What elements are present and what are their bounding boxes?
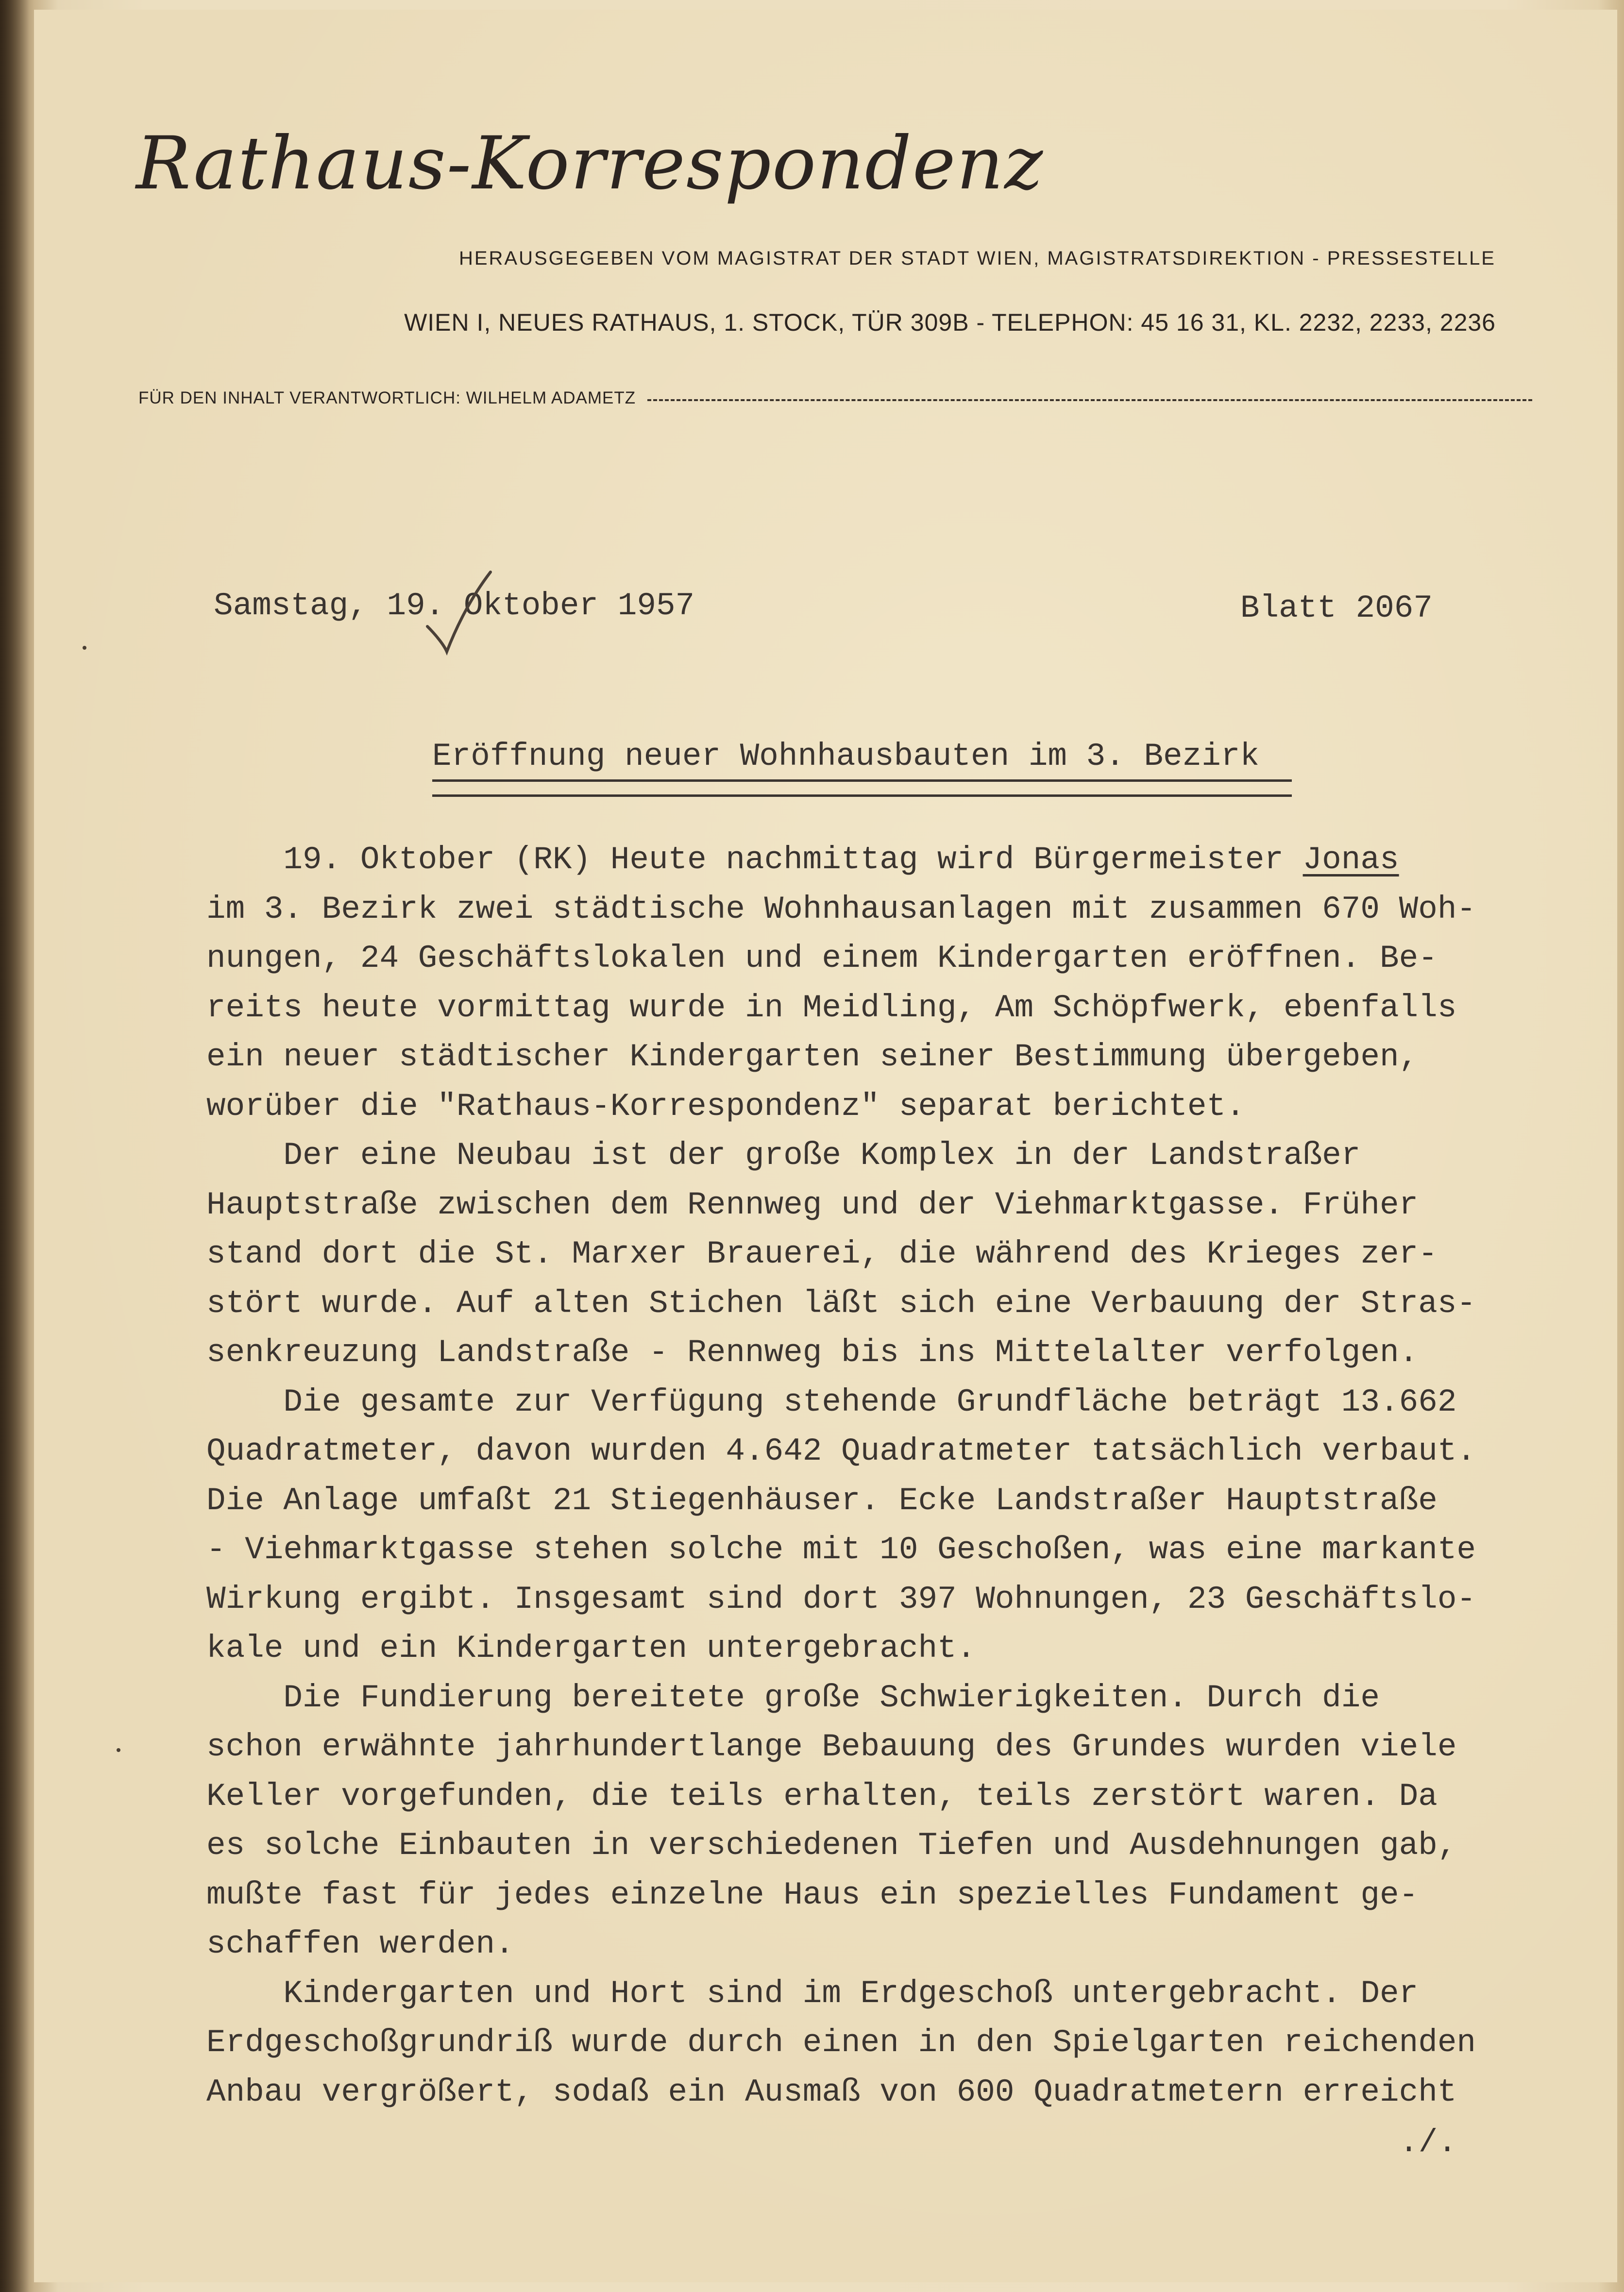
article-body <box>206 835 1566 2117</box>
body-line: schon erwähnte jahrhundertlange Bebauung des Grundes wurden viele <box>206 1729 1457 1765</box>
masthead-title: Rathaus-Korrespondenz <box>136 121 1044 206</box>
responsibility-row <box>138 386 1532 410</box>
paper-speck <box>83 646 86 650</box>
body-line: Quadratmeter, davon wurden 4.642 Quadratmeter tatsächlich verbaut. <box>206 1433 1476 1469</box>
body-line: Keller vorgefunden, die teils erhalten, teils zerstört waren. Da <box>206 1778 1438 1815</box>
body-line: senkreuzung Landstraße - Rennweg bis ins Mittelalter verfolgen. <box>206 1334 1419 1371</box>
body-line: Der eine Neubau ist der große Komplex in der Landstraßer <box>206 1137 1361 1174</box>
body-line: nungen, 24 Geschäftslokalen und einem Kindergarten eröffnen. Be- <box>206 940 1438 977</box>
document-page <box>34 10 1617 2282</box>
body-line: reits heute vormittag wurde in Meidling, Am Schöpfwerk, ebenfalls <box>206 989 1457 1026</box>
body-line: Kindergarten und Hort sind im Erdgeschoß untergebracht. Der <box>206 1975 1419 2012</box>
body-line: im 3. Bezirk zwei städtische Wohnhausanlagen mit zusammen 670 Woh- <box>206 891 1476 927</box>
body-line: Erdgeschoßgrundriß wurde durch einen in den Spielgarten reichenden <box>206 2024 1476 2061</box>
dashed-rule <box>647 399 1532 401</box>
body-line: schaffen werden. <box>206 1926 514 1962</box>
body-line: ein neuer städtischer Kindergarten seiner Bestimmung übergeben, <box>206 1039 1419 1075</box>
paper-speck <box>117 1748 120 1752</box>
body-line: stört wurde. Auf alten Stichen läßt sich eine Verbauung der Stras- <box>206 1285 1476 1322</box>
body-line: Die Anlage umfaßt 21 Stiegenhäuser. Ecke Landstraßer Hauptstraße <box>206 1482 1438 1519</box>
body-line: es solche Einbauten in verschiedenen Tiefen und Ausdehnungen gab, <box>206 1827 1457 1864</box>
body-line: mußte fast für jedes einzelne Haus ein spezielles Fundament ge- <box>206 1876 1419 1913</box>
body-line: Hauptstraße zwischen dem Rennweg und der Viehmarktgasse. Früher <box>206 1186 1419 1223</box>
address-line: WIEN I, NEUES RATHAUS, 1. STOCK, TÜR 309B - TELEPHON: 45 16 31, KL. 2232, 2233, 2236 <box>404 309 1496 336</box>
publisher-line: HERAUSGEGEBEN VOM MAGISTRAT DER STADT WIEN, MAGISTRATSDIREKTION - PRESSESTELLE <box>458 248 1496 269</box>
body-line: Die Fundierung bereitete große Schwierigkeiten. Durch die <box>206 1679 1380 1716</box>
mayor-name: Jonas <box>1303 842 1399 878</box>
body-line: Wirkung ergibt. Insgesamt sind dort 397 Wohnungen, 23 Geschäftslo- <box>206 1581 1476 1618</box>
handwritten-checkmark-icon <box>418 568 495 656</box>
body-line: 19. Oktober (RK) Heute nachmittag wird Bürgermeister Jonas <box>206 842 1399 878</box>
body-line: Die gesamte zur Verfügung stehende Grundfläche beträgt 13.662 <box>206 1383 1457 1420</box>
article-heading: Eröffnung neuer Wohnhausbauten im 3. Bezirk <box>432 738 1260 775</box>
binding-shadow <box>0 0 29 2292</box>
body-line: - Viehmarktgasse stehen solche mit 10 Geschoßen, was eine markante <box>206 1532 1476 1568</box>
body-line: Anbau vergrößert, sodaß ein Ausmaß von 600 Quadratmetern erreicht <box>206 2073 1457 2110</box>
date-line: Samstag, 19. Oktober 1957 <box>214 588 695 624</box>
body-line: stand dort die St. Marxer Brauerei, die während des Krieges zer- <box>206 1236 1438 1272</box>
heading-double-underline <box>432 779 1292 797</box>
body-line: worüber die "Rathaus-Korrespondenz" separat berichtet. <box>206 1088 1245 1125</box>
sheet-number: Blatt 2067 <box>1240 590 1433 626</box>
body-line: kale und ein Kindergarten untergebracht. <box>206 1630 976 1667</box>
continuation-mark: ./. <box>1399 2124 1457 2161</box>
responsibility-line: FÜR DEN INHALT VERANTWORTLICH: WILHELM ADAMETZ <box>138 388 636 407</box>
